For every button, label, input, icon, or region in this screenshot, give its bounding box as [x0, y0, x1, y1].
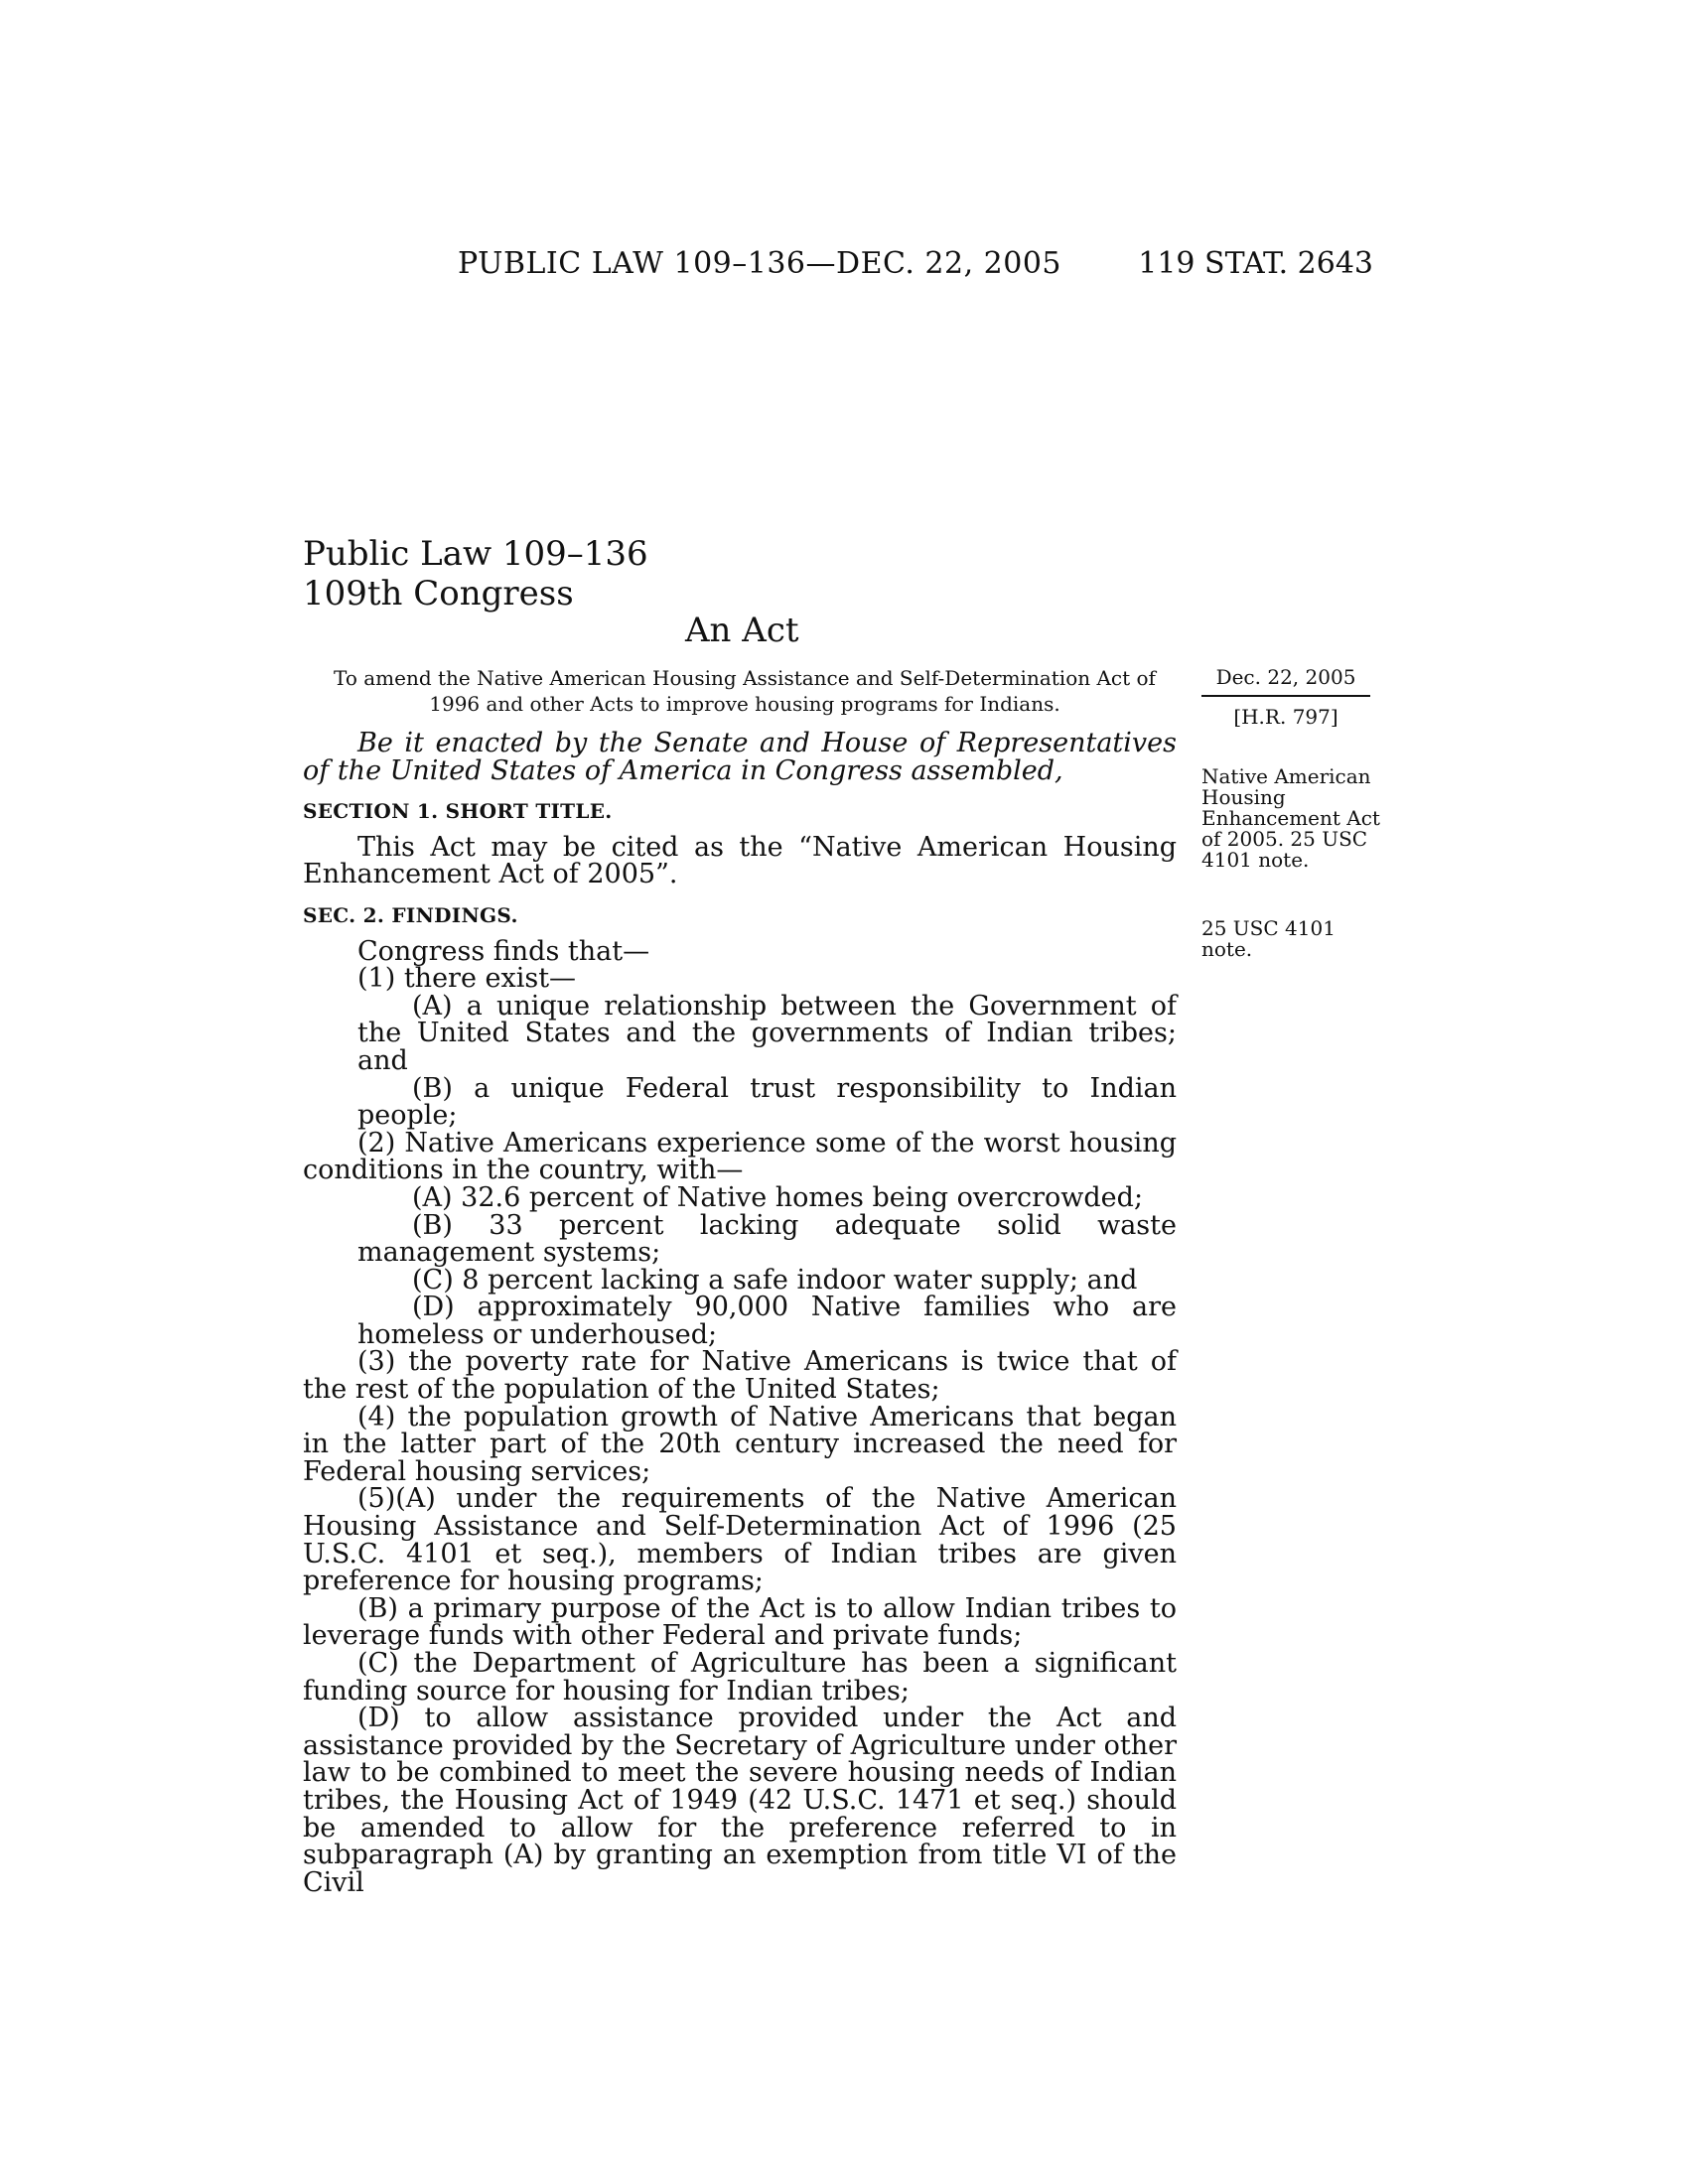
finding-5a: (5)(A) under the requirements of the Native American Housing Assistance and Self-Determination Act of 1996 (25 U.S.C. 4101 et seq.), members of Indian tribes are given preference for housing programs;: [303, 1483, 1177, 1597]
section-1-heading: SECTION 1. SHORT TITLE.: [303, 799, 613, 824]
finding-2: (2) Native Americans experience some of the worst housing conditions in the country, with—: [303, 1127, 1177, 1186]
finding-1: (1) there exist—: [357, 963, 577, 995]
act-purpose: To amend the Native American Housing Assistance and Self-Determination Act of 1996 and other Acts to improve housing programs for Indians.: [334, 666, 1156, 716]
section-1-text: This Act may be cited as the “Native American Housing Enhancement Act of 2005”.: [303, 831, 1177, 890]
sidenote-short-title: Native American Housing Enhancement Act of 2005. 25 USC 4101 note.: [1201, 764, 1380, 872]
running-head-title: PUBLIC LAW 109–136—DEC. 22, 2005: [458, 246, 1062, 281]
congress-number: 109th Congress: [303, 574, 574, 614]
finding-3: (3) the poverty rate for Native Americans is twice that of the rest of the population of the United States;: [303, 1346, 1177, 1406]
page-number: 119 STAT. 2643: [1138, 246, 1373, 281]
finding-5d: (D) to allow assistance provided under the Act and assistance provided by the Secretary of Agriculture under other law to be combined to meet the severe housing needs of Indian tribes, the Housing Act of 1949 (42 U.S.C. 1471 et seq.) should be amended to allow for the preference referred to in subparagraph (A) by granting an exemption from title VI of the Civil: [303, 1703, 1177, 1898]
act-title: An Act: [685, 611, 799, 650]
finding-5b: (B) a primary purpose of the Act is to allow Indian tribes to leverage funds with other Federal and private funds;: [303, 1592, 1177, 1652]
finding-2c: (C) 8 percent lacking a safe indoor water supply; and: [412, 1264, 1138, 1296]
running-head: [458, 246, 1373, 286]
finding-1a: (A) a unique relationship between the Government of the United States and the governments of Indian tribes; and: [357, 990, 1177, 1076]
public-law-number: Public Law 109–136: [303, 534, 648, 574]
finding-2d: (D) approximately 90,000 Native families who are homeless or underhoused;: [357, 1292, 1177, 1350]
finding-2a: (A) 32.6 percent of Native homes being overcrowded;: [412, 1181, 1144, 1213]
margin-date-block: [1201, 665, 1370, 729]
bill-number: [H.R. 797]: [1233, 705, 1338, 729]
finding-1b: (B) a unique Federal trust responsibility to Indian people;: [357, 1072, 1177, 1132]
finding-5c: (C) the Department of Agriculture has been a significant funding source for housing for Indian tribes;: [303, 1648, 1177, 1706]
findings-intro: Congress finds that—: [357, 935, 650, 967]
finding-4: (4) the population growth of Native Americans that began in the latter part of the 20th century increased the need for Federal housing services;: [303, 1401, 1177, 1487]
section-2-heading: SEC. 2. FINDINGS.: [303, 902, 518, 927]
enacting-clause: Be it enacted by the Senate and House of Representatives of the United States of America in Congress assembled,: [303, 728, 1177, 786]
finding-2b: (B) 33 percent lacking adequate solid waste management systems;: [357, 1209, 1177, 1269]
sidenote-findings: 25 USC 4101 note.: [1201, 916, 1336, 961]
act-body: [303, 730, 1177, 1896]
law-identifier: [303, 534, 648, 614]
enactment-date: Dec. 22, 2005: [1201, 665, 1370, 697]
